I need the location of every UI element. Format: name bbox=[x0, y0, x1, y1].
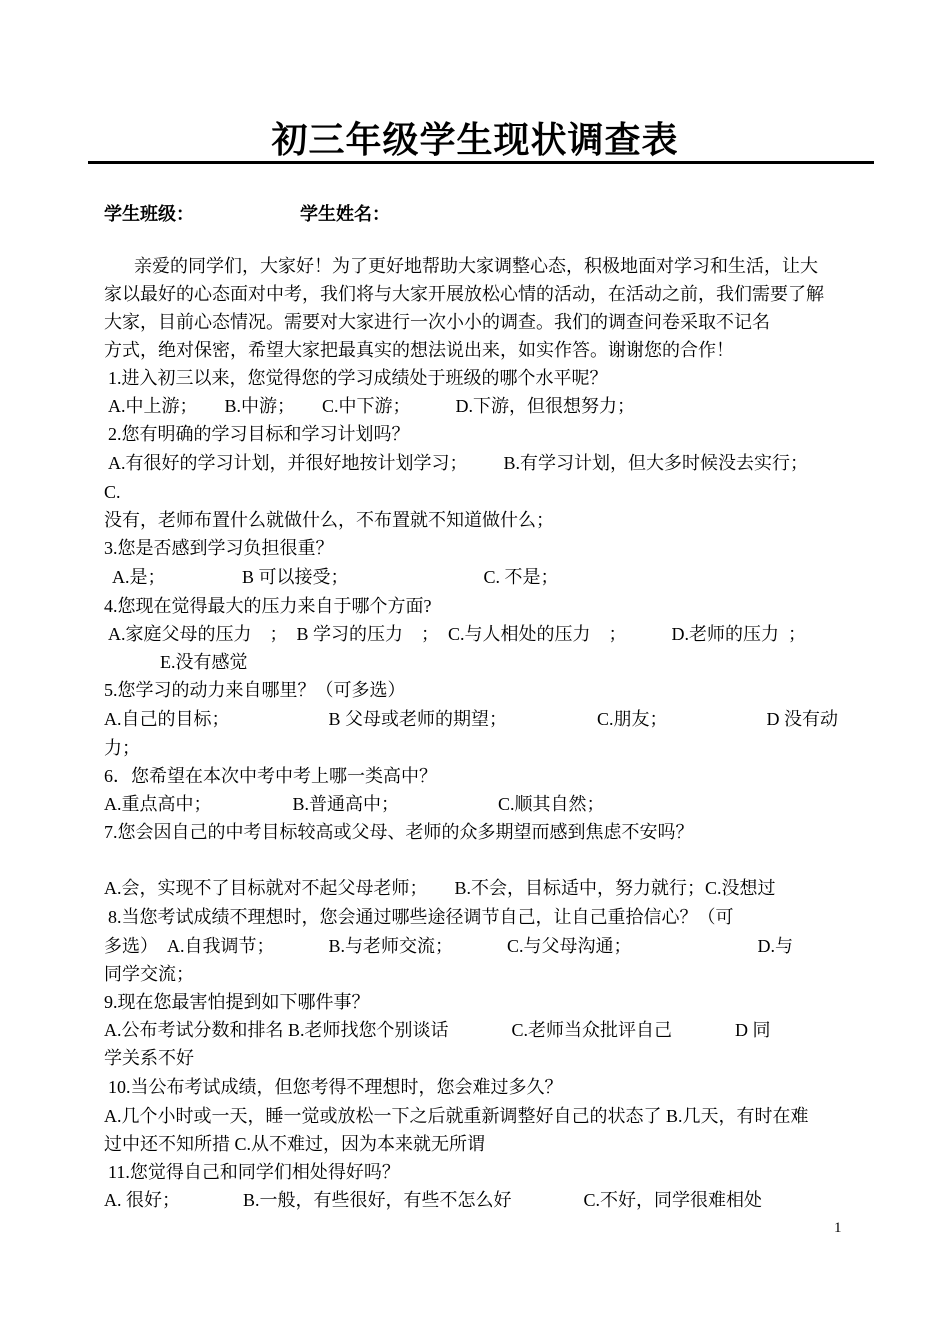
question-4-option-e: E.没有感觉 bbox=[160, 652, 248, 672]
intro-line-1: 亲爱的同学们，大家好！为了更好地帮助大家调整心态，积极地面对学习和生活，让大 bbox=[134, 256, 818, 276]
question-5-options-cont: 力； bbox=[104, 738, 140, 758]
title-divider bbox=[88, 161, 874, 164]
question-7-options: A.会，实现不了目标就对不起父母老师； B.不会，目标适中，努力就行；C.没想过 bbox=[104, 878, 776, 898]
question-10-options: A.几个小时或一天，睡一觉或放松一下之后就重新调整好自己的状态了 B.几天，有时在难 bbox=[104, 1106, 809, 1126]
question-11-options: A. 很好； B.一般，有些很好，有些不怎么好 C.不好，同学很难相处 bbox=[104, 1190, 763, 1210]
question-8: 8.当您考试成绩不理想时，您会通过哪些途径调节自己，让自己重拾信心？（可 bbox=[108, 907, 734, 927]
class-field-label: 学生班级： bbox=[104, 204, 194, 225]
intro-line-4: 方式，绝对保密，希望大家把最真实的想法说出来，如实作答。谢谢您的合作！ bbox=[104, 340, 734, 360]
question-2-options: A.有很好的学习计划，并很好地按计划学习； B.有学习计划，但大多时候没去实行； bbox=[108, 453, 809, 473]
question-5: 5.您学习的动力来自哪里？（可多选） bbox=[104, 680, 406, 700]
page-number: 1 bbox=[834, 1220, 842, 1236]
question-2-option-c-label: C. bbox=[104, 482, 121, 502]
question-9-options: A.公布考试分数和排名 B.老师找您个别谈话 C.老师当众批评自己 D 同 bbox=[104, 1020, 771, 1040]
question-1: 1.进入初三以来，您觉得您的学习成绩处于班级的哪个水平呢？ bbox=[108, 368, 608, 388]
name-field-label: 学生姓名： bbox=[300, 204, 390, 225]
document-title: 初三年级学生现状调查表 bbox=[271, 120, 679, 161]
question-4-options: A.家庭父母的压力 ； B 学习的压力 ； C.与人相处的压力 ； D.老师的压力 ； bbox=[108, 624, 807, 644]
question-8-options-cont: 同学交流； bbox=[104, 964, 194, 984]
question-2: 2.您有明确的学习目标和学习计划吗？ bbox=[108, 424, 410, 444]
question-9-options-cont: 学关系不好 bbox=[104, 1048, 194, 1068]
question-7: 7.您会因自己的中考目标较高或父母、老师的众多期望而感到焦虑不安吗？ bbox=[104, 822, 694, 842]
question-10-options-cont: 过中还不知所措 C.从不难过，因为本来就无所谓 bbox=[104, 1134, 486, 1154]
question-3-options: A.是； B 可以接受； C. 不是； bbox=[112, 567, 559, 587]
question-10: 10.当公布考试成绩，但您考得不理想时，您会难过多久？ bbox=[108, 1077, 563, 1097]
question-11: 11.您觉得自己和同学们相处得好吗？ bbox=[108, 1162, 400, 1182]
intro-line-2: 家以最好的心态面对中考，我们将与大家开展放松心情的活动，在活动之前，我们需要了解 bbox=[104, 284, 824, 304]
question-2-option-c: 没有，老师布置什么就做什么，不布置就不知道做什么； bbox=[104, 510, 554, 530]
question-9: 9.现在您最害怕提到如下哪件事？ bbox=[104, 992, 370, 1012]
question-5-options: A.自己的目标； B 父母或老师的期望； C.朋友； D 没有动 bbox=[104, 709, 839, 729]
question-8-options: 多选） A.自我调节； B.与老师交流； C.与父母沟通； D.与 bbox=[104, 936, 794, 956]
intro-line-3: 大家，目前心态情况。需要对大家进行一次小小的调查。我们的调查问卷采取不记名 bbox=[104, 312, 770, 332]
question-6-options: A.重点高中； B.普通高中； C.顺其自然； bbox=[104, 794, 605, 814]
question-4: 4.您现在觉得最大的压力来自于哪个方面? bbox=[104, 596, 432, 616]
question-1-options: A.中上游； B.中游； C.中下游； D.下游，但很想努力； bbox=[108, 396, 636, 416]
question-3: 3.您是否感到学习负担很重？ bbox=[104, 538, 334, 558]
question-6: 6．您希望在本次中考中考上哪一类高中？ bbox=[104, 766, 437, 786]
